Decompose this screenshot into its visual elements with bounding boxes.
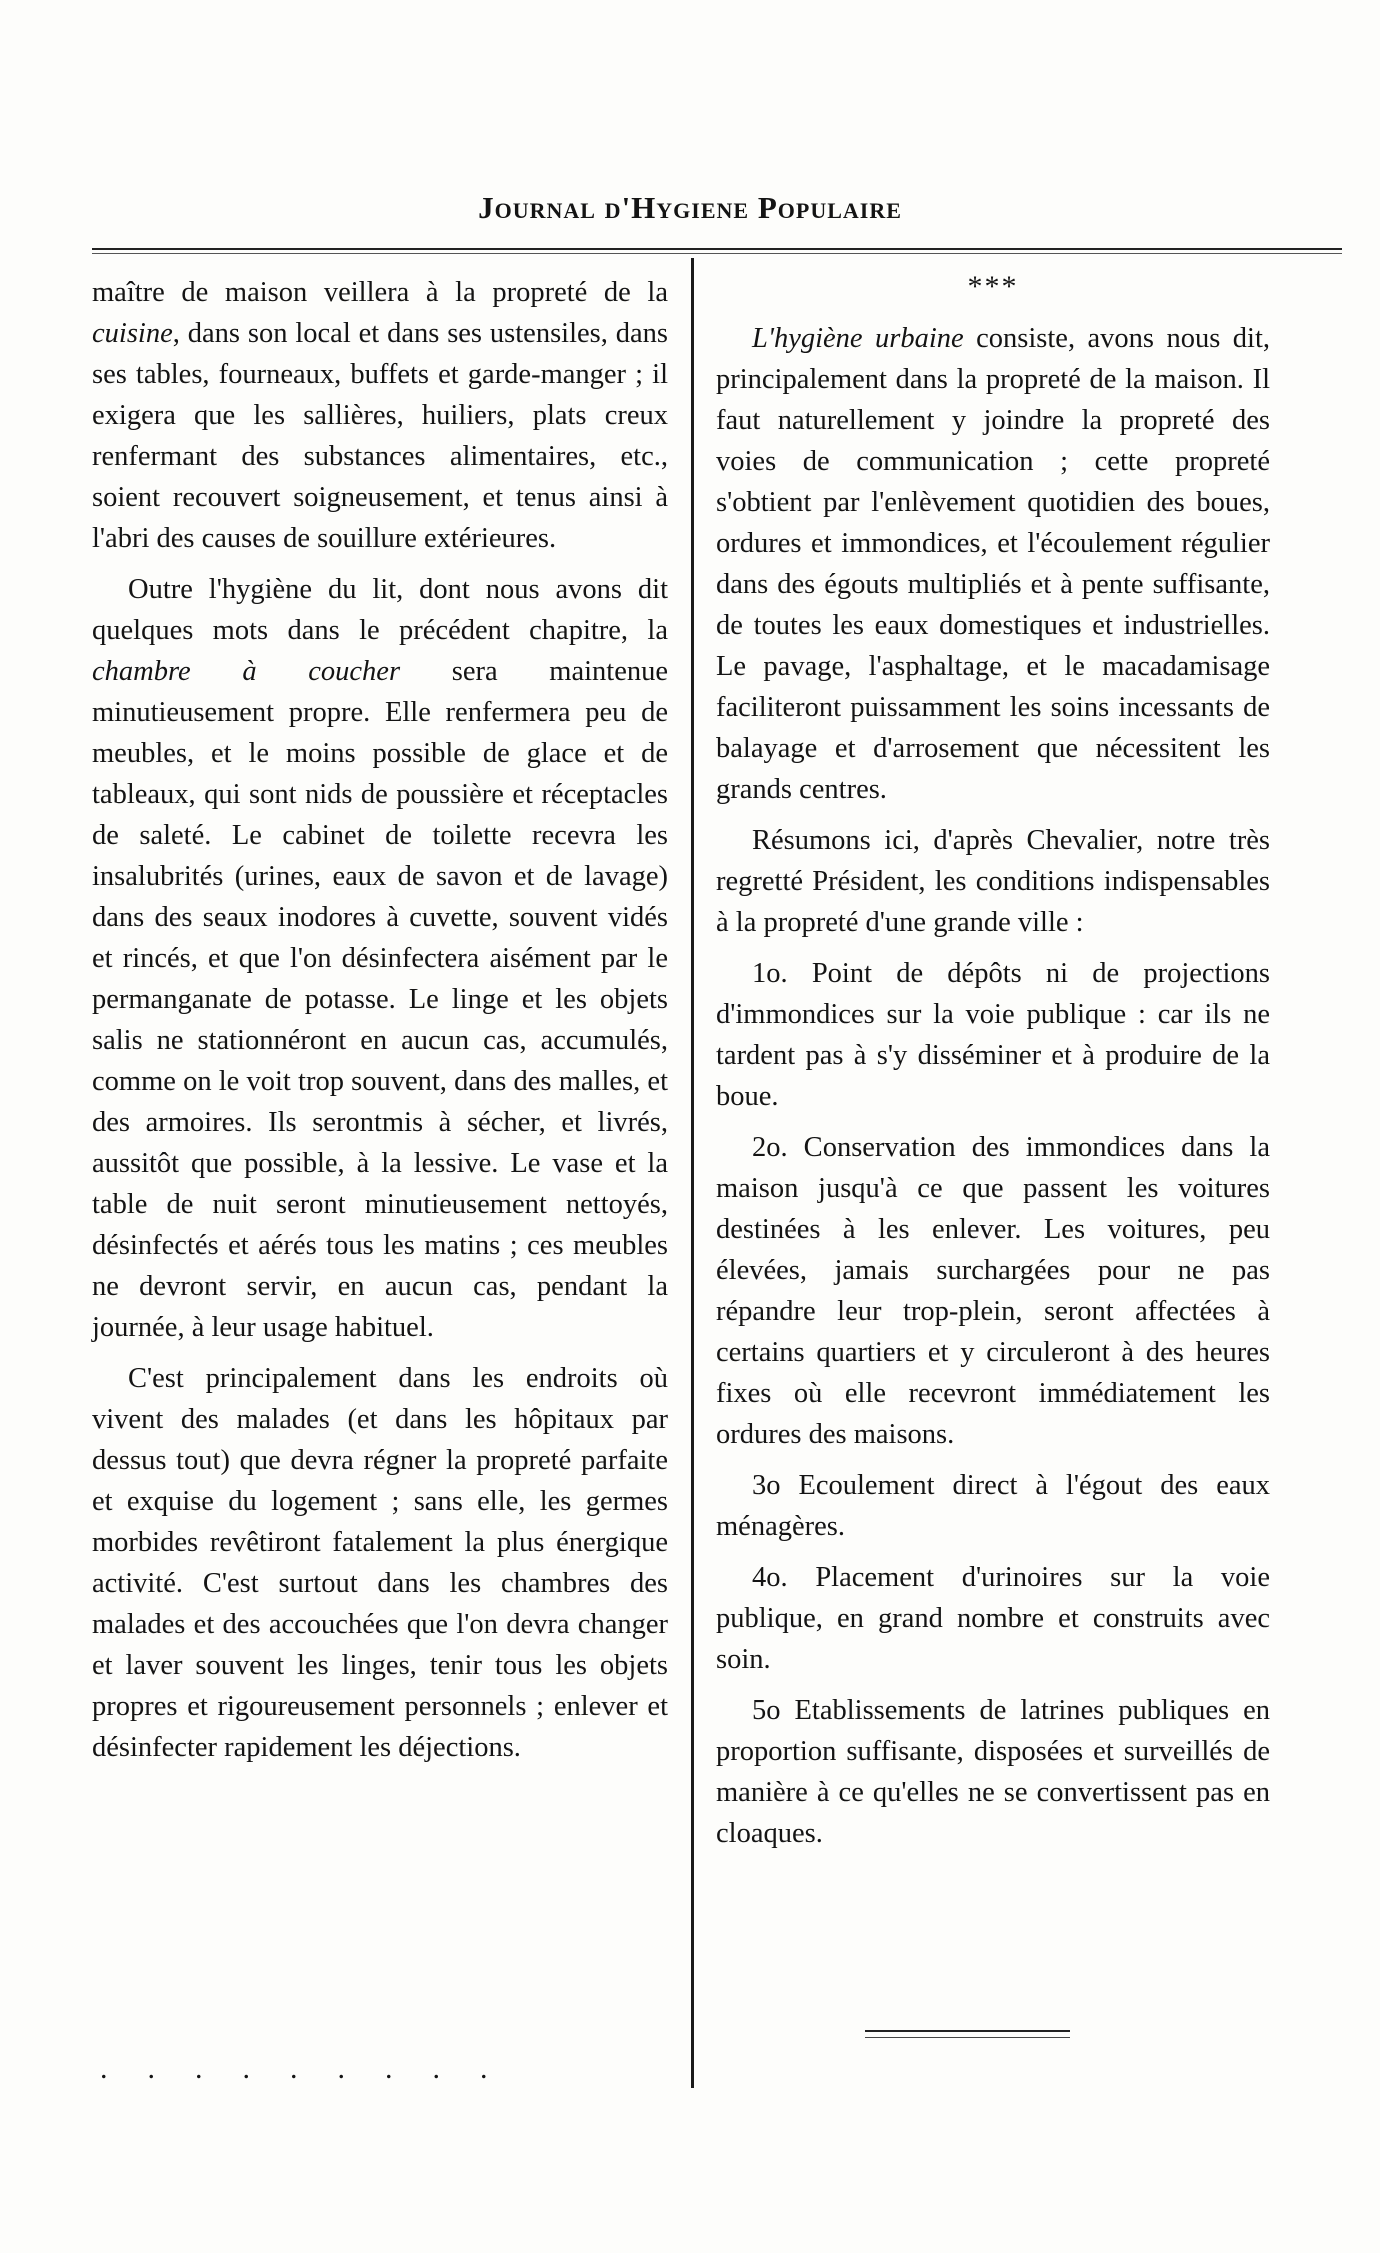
page-header: Journal d'Hygiene Populaire: [478, 190, 902, 225]
emphasis-hygiene-urbaine: L'hygiène urbaine: [752, 323, 964, 354]
list-item-4: 4o. Placement d'urinoires sur la voie publique, en grand nombre et construits avec soin.: [716, 1562, 1270, 1675]
paragraph-cuisine: [92, 272, 668, 559]
text-span: Outre l'hygiène du lit, dont nous avons dit quelques mots dans le précédent chapitre, la: [92, 574, 668, 646]
text-span: maître de maison veillera à la propreté de la: [92, 277, 668, 308]
column-divider: [691, 258, 694, 2088]
left-column: [92, 272, 668, 1778]
emphasis-chambre: chambre à coucher: [92, 656, 401, 687]
text-span: sera maintenue minutieusement propre. Elle renfermera peu de meubles, et le moins possible de glace et de tableaux, qui sont nids de poussière et réceptacles de saleté. Le cabinet de toilette recevra les insalubrités (urines, eaux de savon et de lavage) dans des seaux inodores à cuvette, souvent vidés et rincés, et que l'on désinfectera aisément par le permanganate de potasse. Le linge et les objets salis ne stationnéront en aucun cas, accumulés, comme on le voit trop souvent, dans des malles, et des armoires. Ils serontmis à sécher, et livrés, aussitôt que possible, à la lessive. Le vase et la table de nuit seront minutieusement nettoyés, désinfectés et aérés tous les matins ; ces meubles ne devront servir, en aucun cas, pendant la journée, à leur usage habituel.: [92, 656, 668, 1343]
list-item-3: 3o Ecoulement direct à l'égout des eaux ménagères.: [716, 1470, 1270, 1542]
list-item-1: 1o. Point de dépôts ni de projections d'immondices sur la voie publique : car ils ne tardent pas à s'y disséminer et à produire de la boue.: [716, 958, 1270, 1112]
paragraph-malades: C'est principalement dans les endroits où vivent des malades (et dans les hôpitaux par dessus tout) que devra régner la propreté parfaite et exquise du logement ; sans elle, les germes morbides revêtiront fatalement la plus énergique activité. C'est surtout dans les chambres des malades et des accouchées que l'on devra changer et laver souvent les linges, tenir tous les objets propres et rigoureusement personnels ; enlever et désinfecter rapidement les déjections.: [92, 1363, 668, 1763]
right-column: [716, 272, 1270, 1864]
paragraph-hygiene-urbaine: [716, 318, 1270, 810]
text-span: consiste, avons nous dit, principalement dans la propreté de la maison. Il faut naturellement y joindre la propreté des voies de communication ; cette propreté s'obtient par l'enlèvement quotidien des boues, ordures et immondices, et l'écoulement régulier dans des égouts multipliés et à pente suffisante, de toutes les eaux domestiques et industrielles. Le pavage, l'asphaltage, et le macadamisage faciliteront puissamment les soins incessants de balayage et d'arrosement que nécessitent les grands centres.: [716, 323, 1270, 805]
paragraph-resumons: Résumons ici, d'après Chevalier, notre très regretté Président, les conditions indispensables à la propreté d'une grande ville :: [716, 825, 1270, 938]
ellipsis-dots: .........: [100, 2052, 528, 2085]
list-item-5: 5o Etablissements de latrines publiques en proportion suffisante, disposées et surveillés de manière à ce qu'elles ne se convertissent pas en cloaques.: [716, 1695, 1270, 1849]
end-rule: [865, 2030, 1070, 2032]
header-rule: [92, 248, 1342, 250]
end-rule-thin: [865, 2037, 1070, 2038]
section-asterism: ***: [967, 270, 1019, 303]
header-rule-thin: [92, 253, 1342, 254]
paragraph-chambre: [92, 569, 668, 1348]
list-item-2: 2o. Conservation des immondices dans la maison jusqu'à ce que passent les voitures destinées à les enlever. Les voitures, peu élevées, jamais surchargées pour ne pas répandre leur trop-plein, seront affectées à certains quartiers et y circuleront à des heures fixes où elle recevront immédiatement les ordures des maisons.: [716, 1132, 1270, 1450]
emphasis-cuisine: cuisine: [92, 318, 173, 349]
text-span: , dans son local et dans ses ustensiles, dans ses tables, fourneaux, buffets et garde-manger ; il exigera que les sallières, huiliers, plats creux renfermant des substances alimentaires, etc., soient recouvert soigneusement, et tenus ainsi à l'abri des causes de souillure extérieures.: [92, 318, 668, 554]
